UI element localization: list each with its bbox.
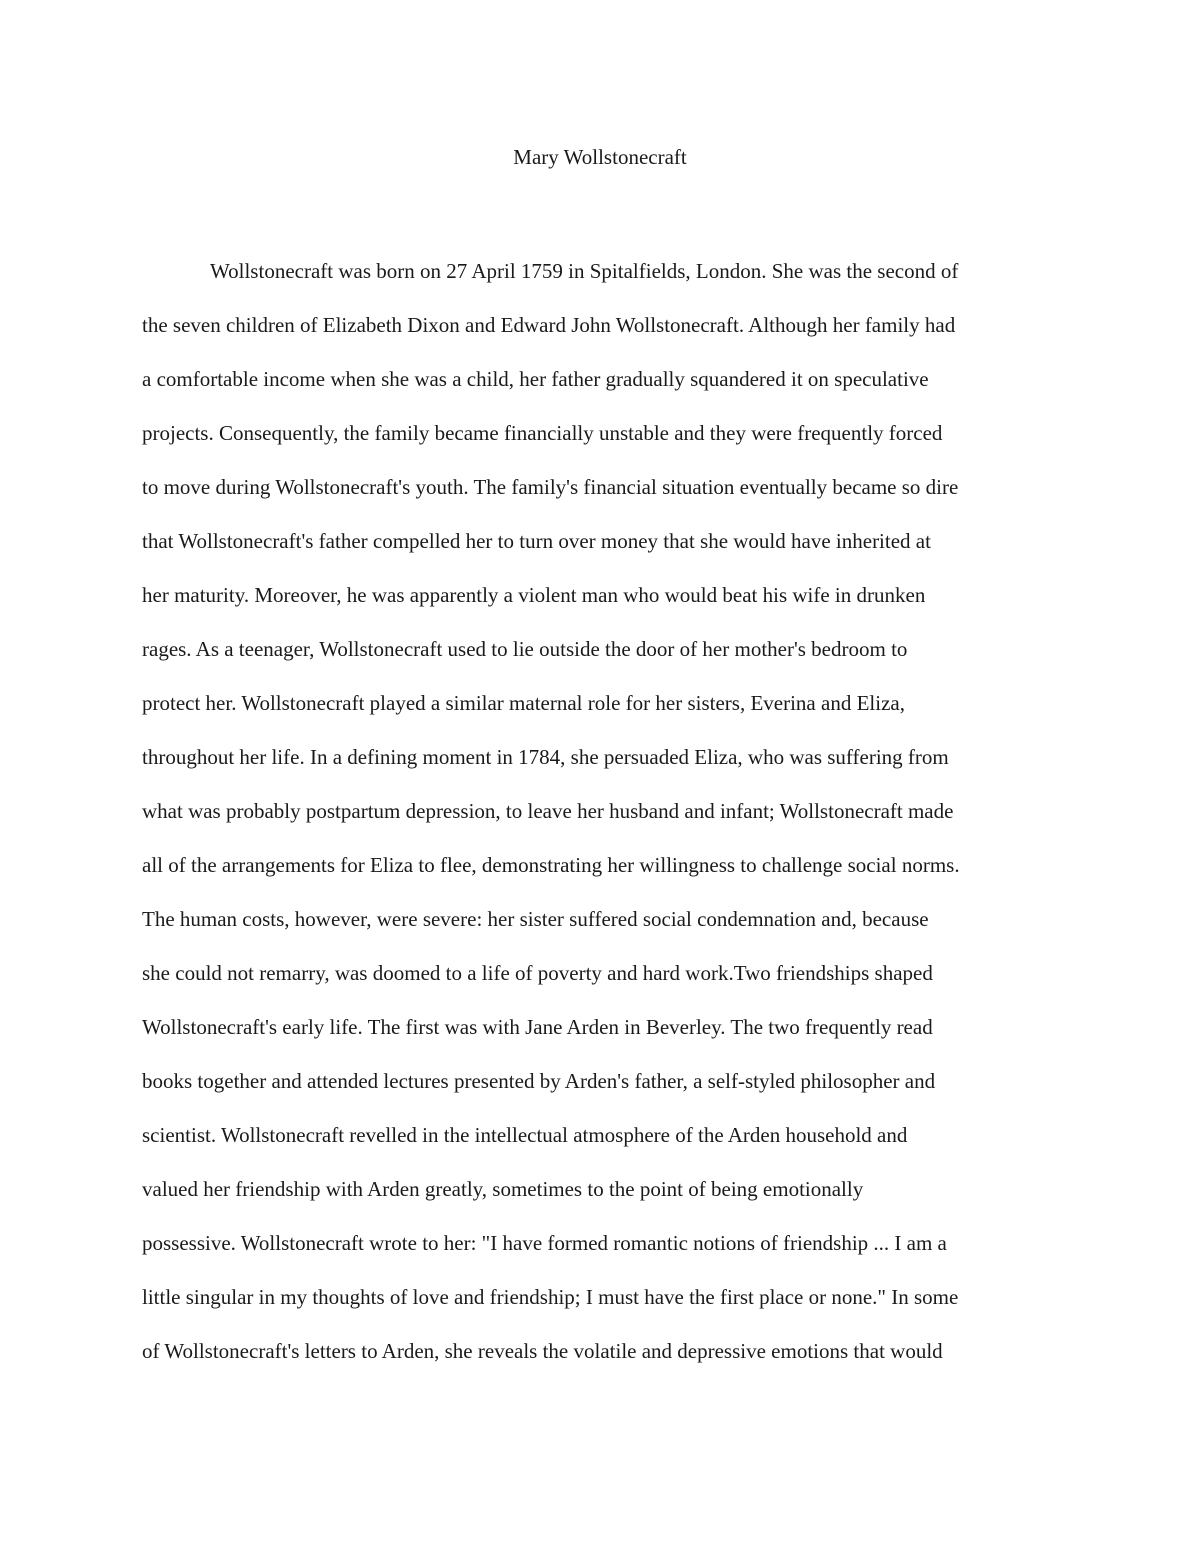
body-line: that Wollstonecraft's father compelled her to turn over money that she would have inherited at [142,529,931,553]
body-line: little singular in my thoughts of love and friendship; I must have the first place or none." In some [142,1285,959,1309]
body-line: of Wollstonecraft's letters to Arden, she reveals the volatile and depressive emotions that would [142,1339,943,1363]
body-line: to move during Wollstonecraft's youth. The family's financial situation eventually became so dire [142,475,959,499]
body-line: protect her. Wollstonecraft played a similar maternal role for her sisters, Everina and Eliza, [142,691,905,715]
body-line: projects. Consequently, the family became financially unstable and they were frequently forced [142,421,943,445]
body-line: possessive. Wollstonecraft wrote to her: "I have formed romantic notions of friendship ... I am a [142,1231,947,1255]
body-line: rages. As a teenager, Wollstonecraft used to lie outside the door of her mother's bedroom to [142,637,908,661]
body-line: all of the arrangements for Eliza to flee, demonstrating her willingness to challenge social norms. [142,853,960,877]
body-paragraph [142,256,1072,1390]
body-line: what was probably postpartum depression, to leave her husband and infant; Wollstonecraft made [142,799,954,823]
document-title: Mary Wollstonecraft [513,145,687,169]
body-line: she could not remarry, was doomed to a life of poverty and hard work.Two friendships shaped [142,961,933,985]
body-line: valued her friendship with Arden greatly, sometimes to the point of being emotionally [142,1177,864,1201]
body-line: books together and attended lectures presented by Arden's father, a self-styled philosopher and [142,1069,936,1093]
body-line: The human costs, however, were severe: her sister suffered social condemnation and, because [142,907,929,931]
body-line: Wollstonecraft was born on 27 April 1759 in Spitalfields, London. She was the second of [210,259,959,283]
body-line: the seven children of Elizabeth Dixon and Edward John Wollstonecraft. Although her family had [142,313,956,337]
body-line: scientist. Wollstonecraft revelled in the intellectual atmosphere of the Arden household and [142,1123,908,1147]
body-line: a comfortable income when she was a child, her father gradually squandered it on speculative [142,367,929,391]
body-line: her maturity. Moreover, he was apparently a violent man who would beat his wife in drunken [142,583,926,607]
body-line: throughout her life. In a defining moment in 1784, she persuaded Eliza, who was suffering from [142,745,949,769]
body-line: Wollstonecraft's early life. The first was with Jane Arden in Beverley. The two frequently read [142,1015,933,1039]
